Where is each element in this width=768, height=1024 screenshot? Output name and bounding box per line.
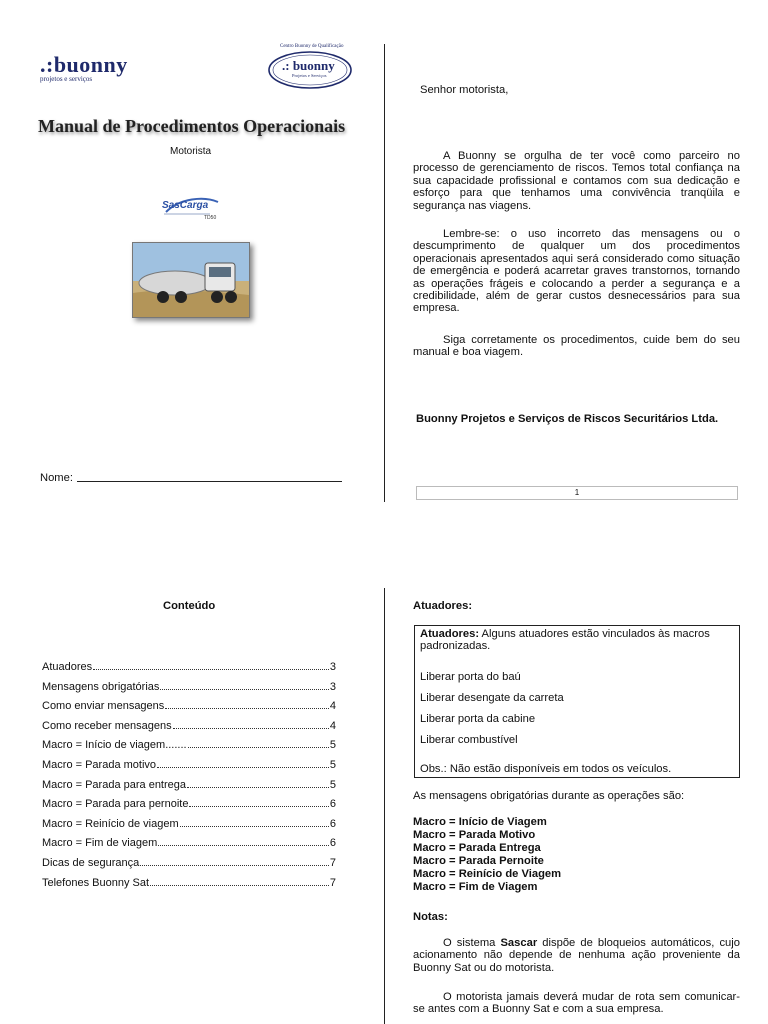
toc-entry-label: Mensagens obrigatórias	[42, 680, 160, 693]
toc-entry-page: 3	[329, 661, 336, 673]
page-number-box	[416, 486, 738, 500]
toc-entry[interactable]	[42, 679, 336, 693]
sascar-logo	[160, 194, 222, 222]
sascar-logo-model: TD50	[204, 215, 217, 221]
atuadores-box-lead-text: Alguns atuadores estão vinculados às macros padronizadas.	[420, 628, 710, 653]
notes-heading: Notas:	[413, 911, 448, 923]
toc-leader-dots	[150, 884, 329, 886]
nome-field	[40, 469, 342, 484]
toc-entry-label: Como receber mensagens	[42, 719, 172, 732]
atuador-item: Liberar porta da cabine	[420, 713, 536, 725]
toc-entry[interactable]	[42, 659, 336, 673]
toc-entry-label: Como enviar mensagens	[42, 700, 165, 713]
toc-entry-page: 6	[329, 817, 336, 830]
toc-leader-dots	[187, 786, 329, 788]
toc-entry-page: 5	[329, 759, 336, 771]
toc-leader-dots	[158, 844, 329, 846]
toc-entry-label: Dicas de segurança	[42, 857, 140, 869]
buonny-seal-logo	[266, 44, 354, 92]
toc-entry-label: Macro = Parada para pernoite	[42, 798, 189, 811]
seal-logo-name: .: buonny	[282, 58, 335, 73]
toc-entry[interactable]	[42, 796, 336, 810]
note-sascar-pre: O sistema	[443, 937, 501, 949]
buonny-logo-left	[40, 52, 150, 83]
toc-leader-dots	[93, 668, 329, 670]
toc-entry-page: 5	[329, 739, 336, 752]
toc-entry-page: 6	[329, 798, 336, 811]
page-subtitle: Motorista	[170, 146, 212, 157]
closing-paragraph: Siga corretamente os procedimentos, cuide bem do seu manual e boa viagem.	[413, 334, 740, 359]
truck-image	[133, 243, 249, 317]
toc-entry[interactable]	[42, 737, 336, 751]
toc-entry-label: Telefones Buonny Sat	[42, 876, 150, 889]
toc-leader-dots	[173, 727, 329, 729]
toc-entry[interactable]	[42, 875, 336, 889]
page-divider-top	[384, 44, 385, 502]
macro-list	[413, 816, 561, 894]
toc-leader-dots	[165, 707, 329, 709]
toc-entry[interactable]	[42, 757, 336, 771]
toc-entry[interactable]	[42, 855, 336, 869]
toc-entry-label: Macro = Reinício de viagem	[42, 817, 179, 830]
note-sascar	[413, 937, 740, 974]
toc-entry-page: 4	[329, 700, 336, 713]
toc-leader-dots	[160, 688, 328, 690]
toc-leader-dots	[188, 746, 329, 748]
toc-entry-page: 7	[329, 857, 336, 869]
toc-entry[interactable]	[42, 777, 336, 791]
toc-entry-page: 4	[329, 719, 336, 732]
mensagens-intro: As mensagens obrigatórias durante as operações são:	[413, 790, 685, 802]
toc-entry-label: Atuadores	[42, 661, 93, 673]
seal-logo-tagline: Projetos e Serviços	[292, 73, 327, 78]
intro-paragraph: A Buonny se orgulha de ter você como parceiro no processo de gerenciamento de riscos. Temos total confiança na sua capacidade profissional e contamos com sua dedicação e esforço para que tenhamos uma convivência tranqüila e segurança nas viagens.	[413, 150, 740, 212]
toc-entry[interactable]	[42, 718, 336, 732]
toc-entry[interactable]	[42, 816, 336, 830]
toc-heading: Conteúdo	[163, 600, 216, 612]
nome-line[interactable]	[77, 469, 342, 482]
company-signature: Buonny Projetos e Serviços de Riscos Securitários Ltda.	[416, 413, 719, 425]
greeting: Senhor motorista,	[420, 84, 509, 96]
toc-leader-dots	[189, 805, 328, 807]
toc-leader-dots	[140, 864, 329, 866]
toc-leader-dots	[180, 825, 329, 827]
toc-leader-dots	[157, 766, 329, 768]
atuadores-obs: Obs.: Não estão disponíveis em todos os veículos.	[420, 763, 672, 775]
buonny-logo-tagline: projetos e serviços	[40, 75, 93, 83]
note-sascar-post: dispõe de bloqueios automáticos, cujo acionamento não depende de nenhuma ação proveniente da Buonny Sat ou do motorista.	[413, 937, 740, 974]
seal-arc-text: Centro Buonny de Qualificação	[280, 44, 344, 49]
macro-item: Macro = Fim de Viagem	[413, 881, 538, 893]
toc-entry-page: 5	[329, 778, 336, 791]
macro-item: Macro = Parada Motivo	[413, 829, 536, 841]
page-divider-bottom	[384, 588, 385, 1024]
atuadores-box-lead-bold: Atuadores:	[420, 628, 480, 640]
toc-entry-label: Macro = Fim de viagem	[42, 837, 158, 850]
note-sascar-bold: Sascar	[500, 937, 538, 949]
toc-entry-page: 3	[329, 680, 336, 693]
buonny-logo-name: .:buonny	[40, 52, 128, 77]
toc-entry[interactable]	[42, 835, 336, 849]
macro-item: Macro = Início de Viagem	[413, 816, 547, 828]
atuadores-heading: Atuadores:	[413, 600, 473, 612]
note-rota: O motorista jamais deverá mudar de rota sem comunicar-se antes com a Buonny Sat e com a sua empresa.	[413, 991, 740, 1016]
toc-entry-label: Macro = Início de viagem.......	[42, 739, 187, 752]
toc-entry-page: 6	[329, 837, 336, 850]
sascar-logo-name: SasCarga	[162, 200, 209, 211]
macro-item: Macro = Parada Pernoite	[413, 855, 544, 867]
toc-entry-page: 7	[329, 876, 336, 889]
macro-item: Macro = Reinício de Viagem	[413, 868, 562, 880]
reminder-paragraph: Lembre-se: o uso incorreto das mensagens ou o descumprimento de qualquer um dos procedimentos operacionais apresentados aqui será considerado como situação de emergência e poderá acarretar graves transtornos, tornando as operações frágeis e colocando a perder a segurança e a credibilidade, além de gerar custos desnecessários para sua empresa.	[413, 228, 740, 315]
page-number: 1	[574, 488, 580, 497]
atuador-item: Liberar desengate da carreta	[420, 692, 564, 704]
macro-item: Macro = Parada Entrega	[413, 842, 541, 854]
atuador-item: Liberar combustível	[420, 734, 518, 746]
page-title: Manual de Procedimentos Operacionais	[38, 116, 346, 136]
atuadores-box	[414, 625, 740, 778]
atuador-item: Liberar porta do baú	[420, 671, 521, 683]
nome-label: Nome:	[40, 472, 73, 484]
toc-entry[interactable]	[42, 698, 336, 712]
toc-entry-label: Macro = Parada para entrega	[42, 778, 187, 791]
toc-entry-label: Macro = Parada motivo	[42, 759, 157, 771]
atuadores-box-lead	[420, 628, 736, 653]
truck-photo	[132, 242, 250, 318]
